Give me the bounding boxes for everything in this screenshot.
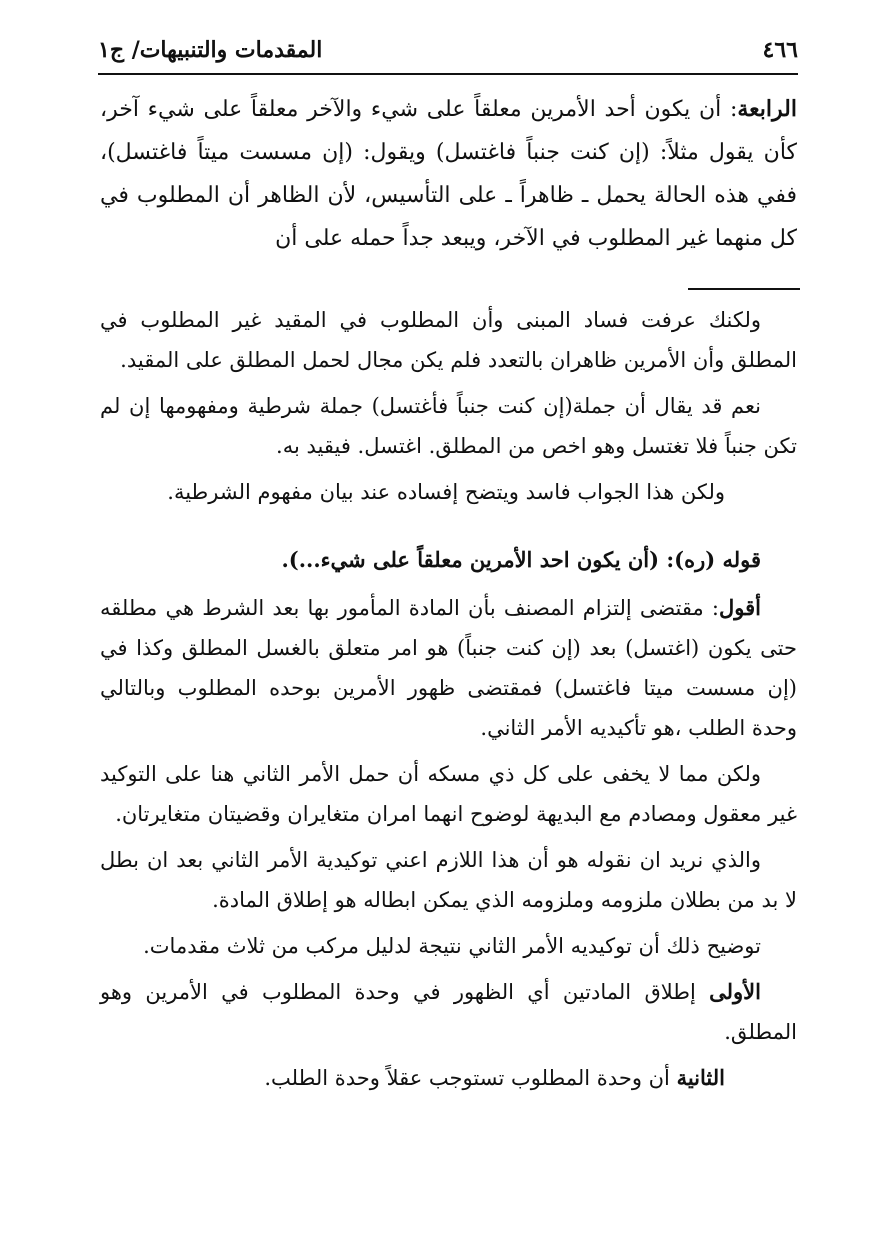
comment-paragraph-3: ولكن هذا الجواب فاسد ويتضح إفساده عند بيان مفهوم الشرطية. xyxy=(167,480,725,504)
main-paragraph-text: : أن يكون أحد الأمرين معلقاً على شيء والآخر معلقاً على شيء آخر، كأن يقول مثلاً: (إن كنت جنباً فاغتسل) ويقول: (إن مسست ميتاً فاغتسل)، ففي هذه الحالة يحمل ـ ظاهراً ـ على التأسيس، لأن الظاهر أن المطلوب في كل منهما غير المطلوب في الآخر، ويبعد جداً حمله على أن xyxy=(100,97,797,251)
main-lead-word: الرابعة xyxy=(737,96,797,122)
comment-paragraph-8 xyxy=(100,972,797,1052)
footnote-divider xyxy=(688,288,800,290)
comment-heading: قوله (ره): (أن يكون احد الأمرين معلقاً على شيء...). xyxy=(281,547,761,572)
comment-paragraph-4 xyxy=(100,588,797,748)
commentary xyxy=(100,300,797,1104)
comment-p9-text: أن وحدة المطلوب تستوجب عقلاً وحدة الطلب. xyxy=(264,1066,677,1090)
comment-paragraph-6: والذي نريد ان نقوله هو أن هذا اللازم اعني توكيدية الأمر الثاني بعد ان بطل لا بد من بطلان ملزومه وملزومه الذي يمكن ابطاله هو إطلاق المادة. xyxy=(100,848,797,912)
comment-paragraph-1: ولكنك عرفت فساد المبنى وأن المطلوب في المقيد غير المطلوب في المطلق وأن الأمرين ظاهران بالتعدد فلم يكن مجال لحمل المطلق على المقيد. xyxy=(100,308,797,372)
comment-paragraph-7: توضيح ذلك أن توكيديه الأمر الثاني نتيجة لدليل مركب من ثلاث مقدمات. xyxy=(143,934,761,958)
comment-paragraph-9 xyxy=(100,1058,797,1098)
main-text xyxy=(100,88,797,260)
comment-p9-lead: الثانية xyxy=(676,1065,725,1090)
header-divider xyxy=(98,73,798,75)
comment-p4-text: : مقتضى إلتزام المصنف بأن المادة المأمور بها بعد الشرط هي مطلقه حتى يكون (اغتسل) بعد (إن كنت جنباً) هو امر متعلق بالغسل المطلق وكذا في (إن مسست ميتا فاغتسل) فمقتضى ظهور الأمرين بوحده المطلوب وبالتالي وحدة الطلب ،هو تأكيديه الأمر الثاني. xyxy=(100,596,797,740)
comment-paragraph-5: ولكن مما لا يخفى على كل ذي مسكه أن حمل الأمر الثاني هنا على التوكيد غير معقول ومصادم مع البديهة لوضوح انهما امران متغايران وقضيتان متغايرتان. xyxy=(100,762,797,826)
main-paragraph xyxy=(100,88,797,260)
comment-p8-lead: الأولى xyxy=(709,979,761,1004)
comment-paragraph-2: نعم قد يقال أن جملة(إن كنت جنباً فأغتسل) جملة شرطية ومفهومها إن لم تكن جنباً فلا تغتسل وهو اخص من المطلق. اغتسل. فيقيد به. xyxy=(100,394,797,458)
comment-p8-text: إطلاق المادتين أي الظهور في وحدة المطلوب في الأمرين وهو المطلق. xyxy=(100,980,797,1044)
running-title: المقدمات والتنبيهات/ ج١ xyxy=(98,37,323,63)
comment-p4-lead: أقول xyxy=(719,595,761,620)
page-number: ٤٦٦ xyxy=(762,37,798,63)
page-header xyxy=(98,30,798,70)
